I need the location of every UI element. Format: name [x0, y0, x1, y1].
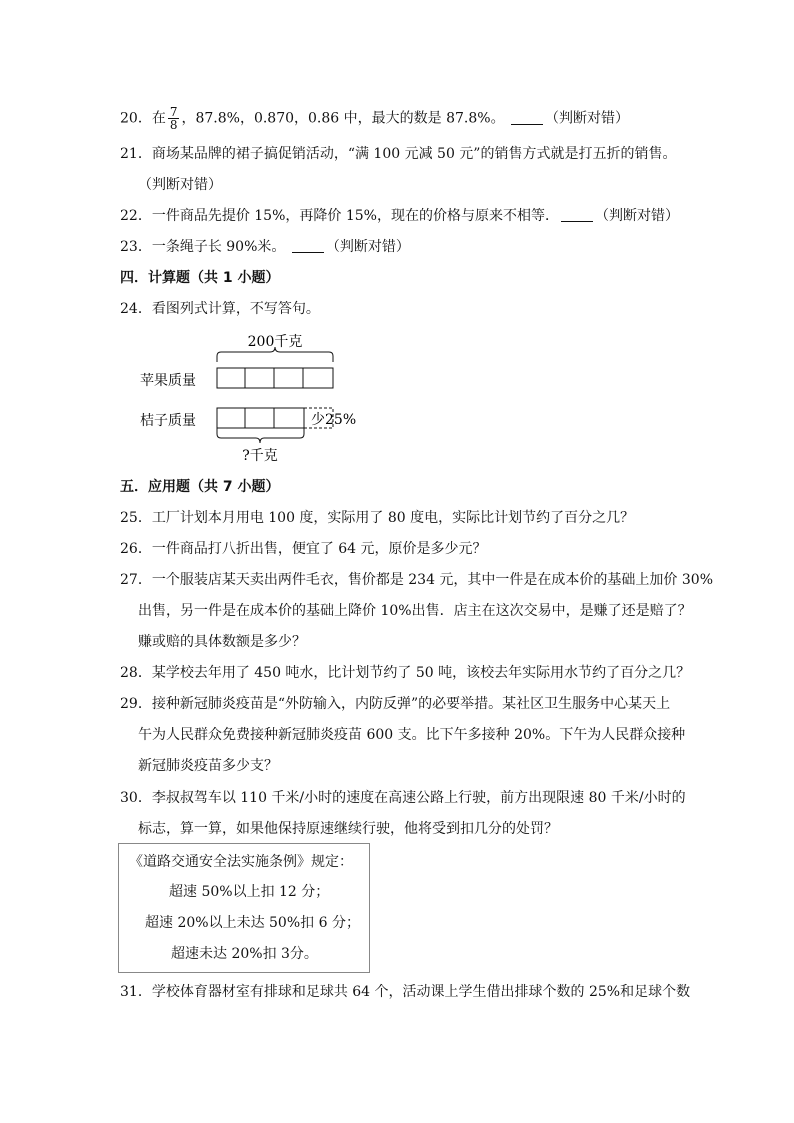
question-28: 28．某学校去年用了 450 吨水，比计划节约了 50 吨，该校去年实际用水节约了百分之几？ — [120, 665, 691, 681]
rule-3: 超速未达 20%扣 3分。 — [171, 946, 318, 962]
answer-blank[interactable] — [511, 110, 543, 125]
apple-label: 苹果质量 — [140, 373, 196, 389]
question-22: 22．一件商品先提价 15%，再降价 15%，现在的价格与原来不相等． （判断对错） — [120, 208, 679, 224]
line-segment-diagram — [135, 328, 375, 468]
question-21-line2: （判断对错） — [138, 177, 222, 193]
top-label: 200千克 — [247, 334, 303, 350]
question-29-line1: 29．接种新冠肺炎疫苗是“外防输入，内防反弹”的必要举措。某社区卫生服务中心某天上 — [120, 696, 671, 712]
section-4-heading: 四．计算题（共 1 小题） — [120, 270, 280, 286]
rule-2: 超速 20%以上未达 50%扣 6 分； — [145, 915, 360, 931]
bottom-label: ?千克 — [242, 448, 278, 464]
rule-1: 超速 50%以上扣 12 分； — [169, 884, 330, 900]
question-27-line3: 赚或赔的具体数额是多少？ — [138, 634, 306, 650]
question-26: 26．一件商品打八折出售，便宜了 64 元，原价是多少元？ — [120, 541, 487, 557]
bottom-brace — [217, 428, 304, 443]
question-27-line2: 出售，另一件是在成本价的基础上降价 10%出售．店主在这次交易中，是赚了还是赔了？ — [138, 603, 692, 619]
rules-title: 《道路交通安全法实施条例》规定： — [129, 854, 353, 870]
traffic-rules-box — [118, 843, 370, 973]
answer-blank[interactable] — [292, 238, 324, 253]
question-30-line1: 30．李叔叔驾车以 110 千米/小时的速度在高速公路上行驶，前方出现限速 80 千米/小时的 — [120, 790, 686, 806]
orange-label: 桔子质量 — [140, 413, 196, 429]
question-29-line2: 午为人民群众免费接种新冠肺炎疫苗 600 支。比下午多接种 20%。下午为人民群众接种 — [138, 727, 686, 743]
answer-blank[interactable] — [561, 207, 593, 222]
question-21-line1: 21．商场某品牌的裙子搞促销活动，“满 100 元减 50 元”的销售方式就是打五折的销售。 — [120, 146, 677, 162]
less-label: 少25% — [311, 412, 357, 428]
question-29-line3: 新冠肺炎疫苗多少支？ — [138, 758, 278, 774]
fraction-7-8: $\frac{7}{8}$ — [169, 105, 178, 132]
section-5-heading: 五．应用题（共 7 小题） — [120, 479, 280, 495]
question-31: 31．学校体育器材室有排球和足球共 64 个，活动课上学生借出排球个数的 25%和足球个数 — [120, 984, 691, 1000]
question-27-line1: 27．一个服装店某天卖出两件毛衣，售价都是 234 元，其中一件是在成本价的基础上加价 30% — [120, 572, 714, 588]
question-24: 24．看图列式计算，不写答句。 — [120, 301, 320, 317]
orange-bar — [217, 408, 304, 428]
question-20: 20．在 $\frac{7}{8}$ ，87.8%，0.870，0.86 中，最大的数是 87.8%。 （判断对错） — [120, 105, 630, 132]
question-30-line2: 标志，算一算，如果他保持原速继续行驶，他将受到扣几分的处罚？ — [138, 821, 558, 837]
question-23: 23．一条绳子长 90%米。 （判断对错） — [120, 239, 410, 255]
apple-bar — [217, 368, 333, 388]
question-25: 25．工厂计划本月用电 100 度，实际用了 80 度电，实际比计划节约了百分之几？ — [120, 510, 635, 526]
